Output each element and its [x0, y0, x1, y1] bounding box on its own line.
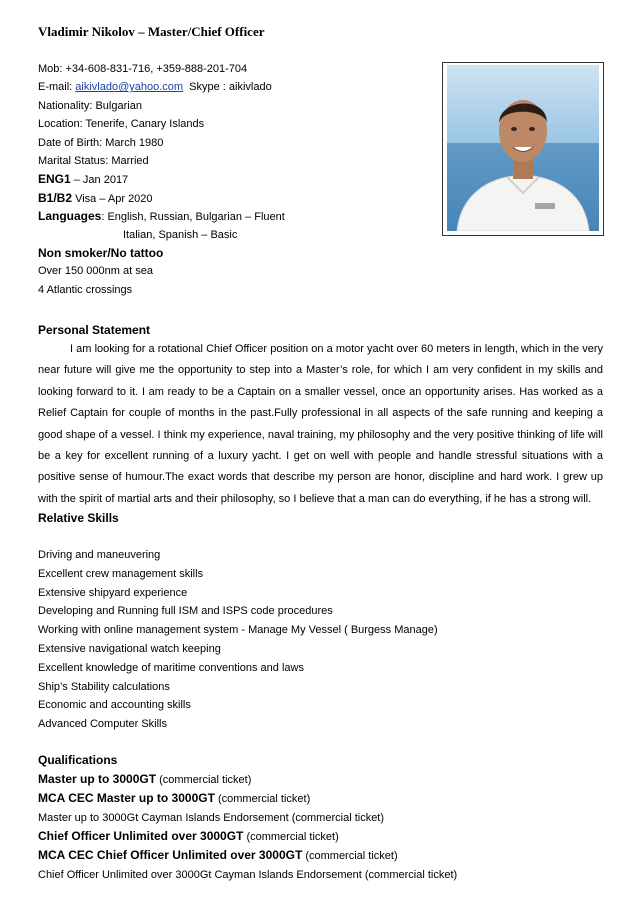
qualification-note: (commercial ticket) [214, 793, 311, 805]
qualifications-section [38, 752, 603, 884]
skills-section [38, 510, 603, 734]
list-item [38, 770, 603, 789]
visa-value: Visa – Apr 2020 [72, 192, 153, 205]
list-item: Developing and Running full ISM and ISPS code procedures [38, 605, 333, 618]
list-item: Excellent crew management skills [38, 567, 204, 580]
qualification-title: MCA CEC Chief Officer Unlimited over 3000GT [38, 848, 303, 862]
visa-line [38, 189, 438, 207]
contact-info [38, 60, 438, 299]
list-item: Driving and maneuvering [38, 549, 161, 561]
list-item: Ship’s Stability calculations [38, 680, 170, 693]
email-skype-line [38, 78, 438, 96]
personal-statement-section [38, 322, 603, 510]
skype-id: Skype : aikivlado [183, 81, 272, 94]
profile-photo [442, 62, 604, 236]
qualification-title: MCA CEC Master up to 3000GT [38, 791, 215, 805]
list-item: Economic and accounting skills [38, 699, 191, 712]
qualification-title: Master up to 3000GT [38, 772, 157, 786]
list-item [38, 827, 603, 846]
marital-status: Marital Status: Married [38, 154, 149, 167]
list-item [38, 808, 603, 827]
eng1-line [38, 170, 438, 188]
email-link[interactable]: aikivlado@yahoo.com [75, 81, 184, 94]
eng1-label: ENG1 [38, 172, 71, 187]
languages-fluent: : English, Russian, Bulgarian – Fluent [101, 211, 285, 224]
portrait-image [447, 65, 599, 231]
list-item [38, 846, 603, 865]
email-prefix: E-mail: [38, 81, 76, 94]
sea-miles: Over 150 000nm at sea [38, 265, 153, 278]
list-item: Advanced Computer Skills [38, 718, 168, 731]
languages-label: Languages [38, 209, 102, 224]
qualifications-heading: Qualifications [38, 753, 118, 767]
visa-label: B1/B2 [38, 190, 73, 205]
list-item: Excellent knowledge of maritime conventions and laws [38, 661, 304, 674]
qualification-note: Master up to 3000Gt Cayman Islands Endorsement (commercial ticket) [38, 812, 385, 824]
atlantic-crossings: 4 Atlantic crossings [38, 283, 133, 296]
qualification-note: Chief Officer Unlimited over 3000Gt Cayman Islands Endorsement (commercial ticket) [38, 869, 458, 881]
nationality: Nationality: Bulgarian [38, 99, 142, 112]
resume-title: Vladimir Nikolov – Master/Chief Officer [38, 24, 265, 39]
languages-basic: Italian, Spanish – Basic [123, 228, 238, 241]
qualification-note: (commercial ticket) [302, 850, 398, 862]
list-item: Extensive navigational watch keeping [38, 642, 221, 655]
skills-list [38, 546, 603, 734]
qualification-note: (commercial ticket) [156, 774, 252, 786]
list-item: Extensive shipyard experience [38, 586, 188, 599]
eng1-value: – Jan 2017 [70, 174, 129, 187]
non-smoker: Non smoker/No tattoo [38, 245, 164, 260]
list-item [38, 865, 603, 884]
personal-statement-text: I am looking for a rotational Chief Officer position on a motor yacht over 60 meters in length, which in the very near future will give me the opportunity to step into a Master’s role, for which I am very confident in my skills and looking forward to it. I am ready to be a Captain on a smaller vessel, once an opportunity arises. Has worked as a Relief Captain for couple of months in the past.Fully professional in all aspects of the safe running and keeping a good shape of a vessel. I think my experience, naval training, my philosophy and the very positive thinking of life will be a key for excellent running of a luxury yacht. I get on well with people and handle stressful situations with a positive sense of humour.The exact words that describe my person are honor, discipline and hard work. I grew up with the spirit of martial arts and their philosophy, so I believe that a man can do everything, if he has a strong will. [38, 343, 603, 505]
date-of-birth: Date of Birth: March 1980 [38, 136, 164, 149]
location: Location: Tenerife, Canary Islands [38, 118, 205, 131]
mobile-number: Mob: +34-608-831-716, +359-888-201-704 [38, 63, 248, 75]
qualification-note: (commercial ticket) [243, 831, 339, 843]
skills-heading: Relative Skills [38, 511, 119, 525]
personal-statement-heading: Personal Statement [38, 323, 151, 337]
qualification-title: Chief Officer Unlimited over 3000GT [38, 829, 244, 843]
list-item: Working with online management system - Manage My Vessel ( Burgess Manage) [38, 624, 438, 637]
languages-line [38, 207, 438, 225]
list-item [38, 789, 603, 808]
qualifications-list [38, 770, 603, 884]
